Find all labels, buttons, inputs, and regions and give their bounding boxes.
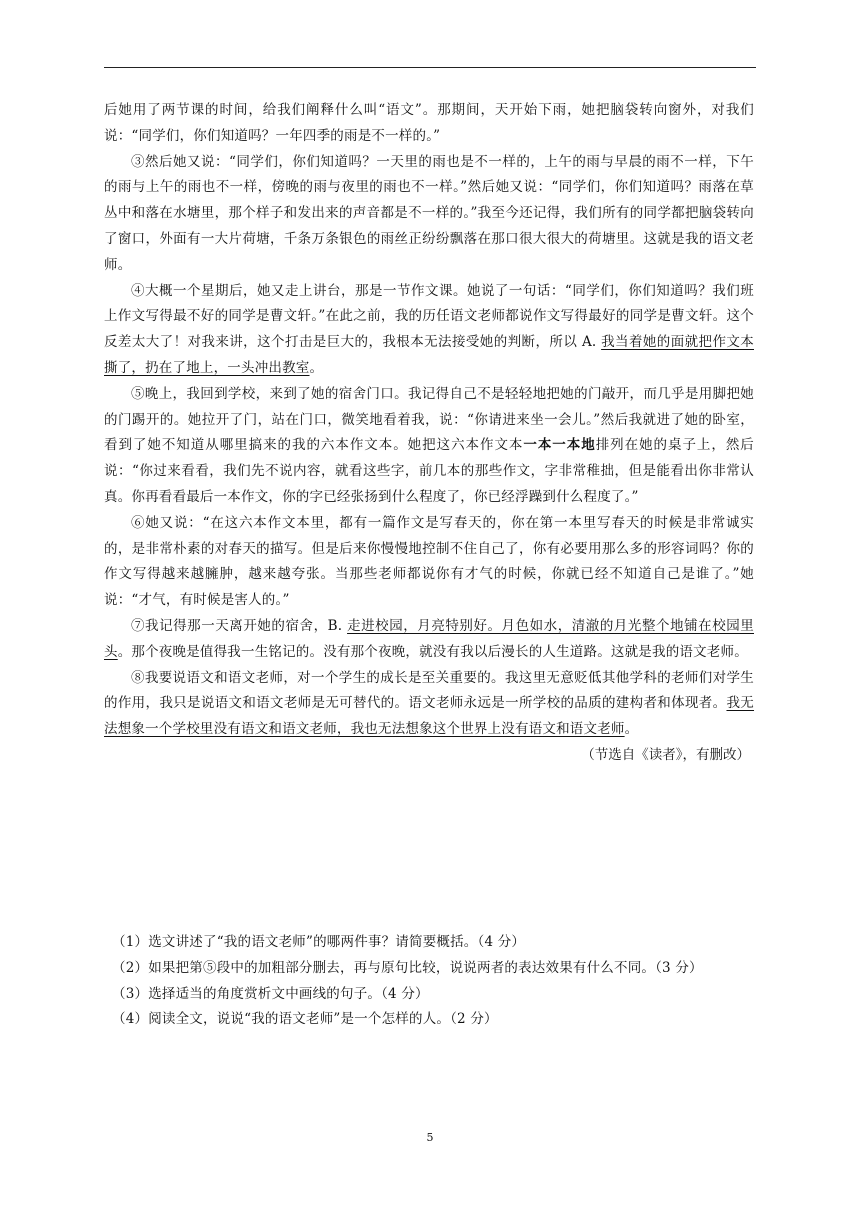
text-segment: 后她用了两节课的时间，给我们阐释什么叫“语文”。那期间，天开始下雨，她把脑袋转向窗外，对我们说：“同学们，你们知道吗？一年四季的雨是不一样的。” <box>104 102 754 144</box>
text-segment: 排列在她的桌子上，然后说：“你过来看看，我们先不说内容，就看这些字，前几本的那些作文，字非常稚拙，但是能看出你非常认真。你再看看最后一本作文，你的字已经张扬到什么程度了，你已经浮躁到什么程度了。” <box>104 437 754 505</box>
text-segment: ③然后她又说：“同学们，你们知道吗？一天里的雨也是不一样的，上午的雨与早晨的雨不一样，下午的雨与上午的雨也不一样，傍晚的雨与夜里的雨也不一样。”然后她又说：“同学们，你们知道吗？雨落在草丛中和落在水塘里，那个样子和发出来的声音都是不一样的。”我至今还记得，我们所有的同学都把脑袋转向了窗口，外面有一大片荷塘，千条万条银色的雨丝正纷纷飘落在那口很大很大的荷塘里。这就是我的语文老师。 <box>104 153 754 273</box>
questions-list <box>112 930 752 1033</box>
underlined-sentence: 我当着她的面就把作文本撕了，扔在了地上，一头冲出教室 <box>104 334 754 376</box>
paragraph-6 <box>104 511 754 614</box>
bold-phrase: 一本一本地 <box>523 437 596 454</box>
source-note: （节选自《读者》，有删改） <box>581 746 750 763</box>
question-4: （4）阅读全文，说说“我的语文老师”是一个怎样的人。（2 分） <box>112 1011 498 1028</box>
article-body <box>104 98 754 769</box>
text-segment: ⑥她又说：“在这六本作文本里，都有一篇作文是写春天的，你在第一本里写春天的时候是非常诚实的，是非常朴素的对春天的描写。但是后来你慢慢地控制不住自己了，你有必要用那么多的形容词吗？你的作文写得越来越臃肿，越来越夸张。当那些老师都说你有才气的时候，你就已经不知道自己是谁了。”她说：“才气，有时候是害人的。” <box>104 514 754 609</box>
paragraph-continued <box>104 98 754 150</box>
question-3: （3）选择适当的角度赏析文中画线的句子。（4 分） <box>112 985 429 1002</box>
underlined-sentence: 走进校园，月亮特别好。月色如水，清澈的月光整个地铺在校园里头 <box>104 617 754 660</box>
paragraph-5 <box>104 382 754 511</box>
paragraph-3 <box>104 150 754 279</box>
text-segment: 。那个夜晚是值得我一生铭记的。没有那个夜晚，就没有我以后漫长的人生道路。这就是我的语文老师。 <box>117 643 748 660</box>
text-segment: ⑤晚上，我回到学校，来到了她的宿舍门口。我记得自己不是轻轻地把她的门敲开，而几乎是用脚把她的门踢开的。她拉开了门，站在门口，微笑地看着我，说：“你请进来坐一会儿。”然后我就进了她的卧室，看到了她不知道从哪里搞来的我的六本作文本。她把这六本作文本 <box>104 385 754 454</box>
text-segment: 。 <box>309 359 324 376</box>
text-segment: 。 <box>624 721 639 738</box>
question-2: （2）如果把第⑤段中的加粗部分删去，再与原句比较，说说两者的表达效果有什么不同。（3 分） <box>112 959 703 976</box>
underlined-sentence: 我无法想象一个学校里没有语文和语文老师，我也无法想象这个世界上没有语文和语文老师 <box>104 695 755 738</box>
text-segment: ④大概一个星期后，她又走上讲台，那是一节作文课。她说了一句话：“同学们，你们知道吗？我们班上作文写得最不好的同学是曹文轩。”在此之前，我的历任语文老师都说作文写得最好的同学是曹文轩。这个反差太大了！对我来讲，这个打击是巨大的，我根本无法接受她的判断，所以 A. <box>104 282 754 351</box>
page-number: 5 <box>426 1131 434 1144</box>
paragraph-8 <box>104 666 754 743</box>
text-segment: ⑧我要说语文和语文老师，对一个学生的成长是至关重要的。我这里无意贬低其他学科的老师们对学生的作用，我只是说语文和语文老师是无可替代的。语文老师永远是一所学校的品质的建构者和体现者。 <box>104 669 754 712</box>
paragraph-4 <box>104 279 754 382</box>
paragraph-7 <box>104 614 754 666</box>
header-rule <box>104 67 756 68</box>
question-1: （1）选文讲述了“我的语文老师”的哪两件事？请简要概括。（4 分） <box>112 934 526 950</box>
text-segment: ⑦我记得那一天离开她的宿舍，B. <box>131 617 348 634</box>
